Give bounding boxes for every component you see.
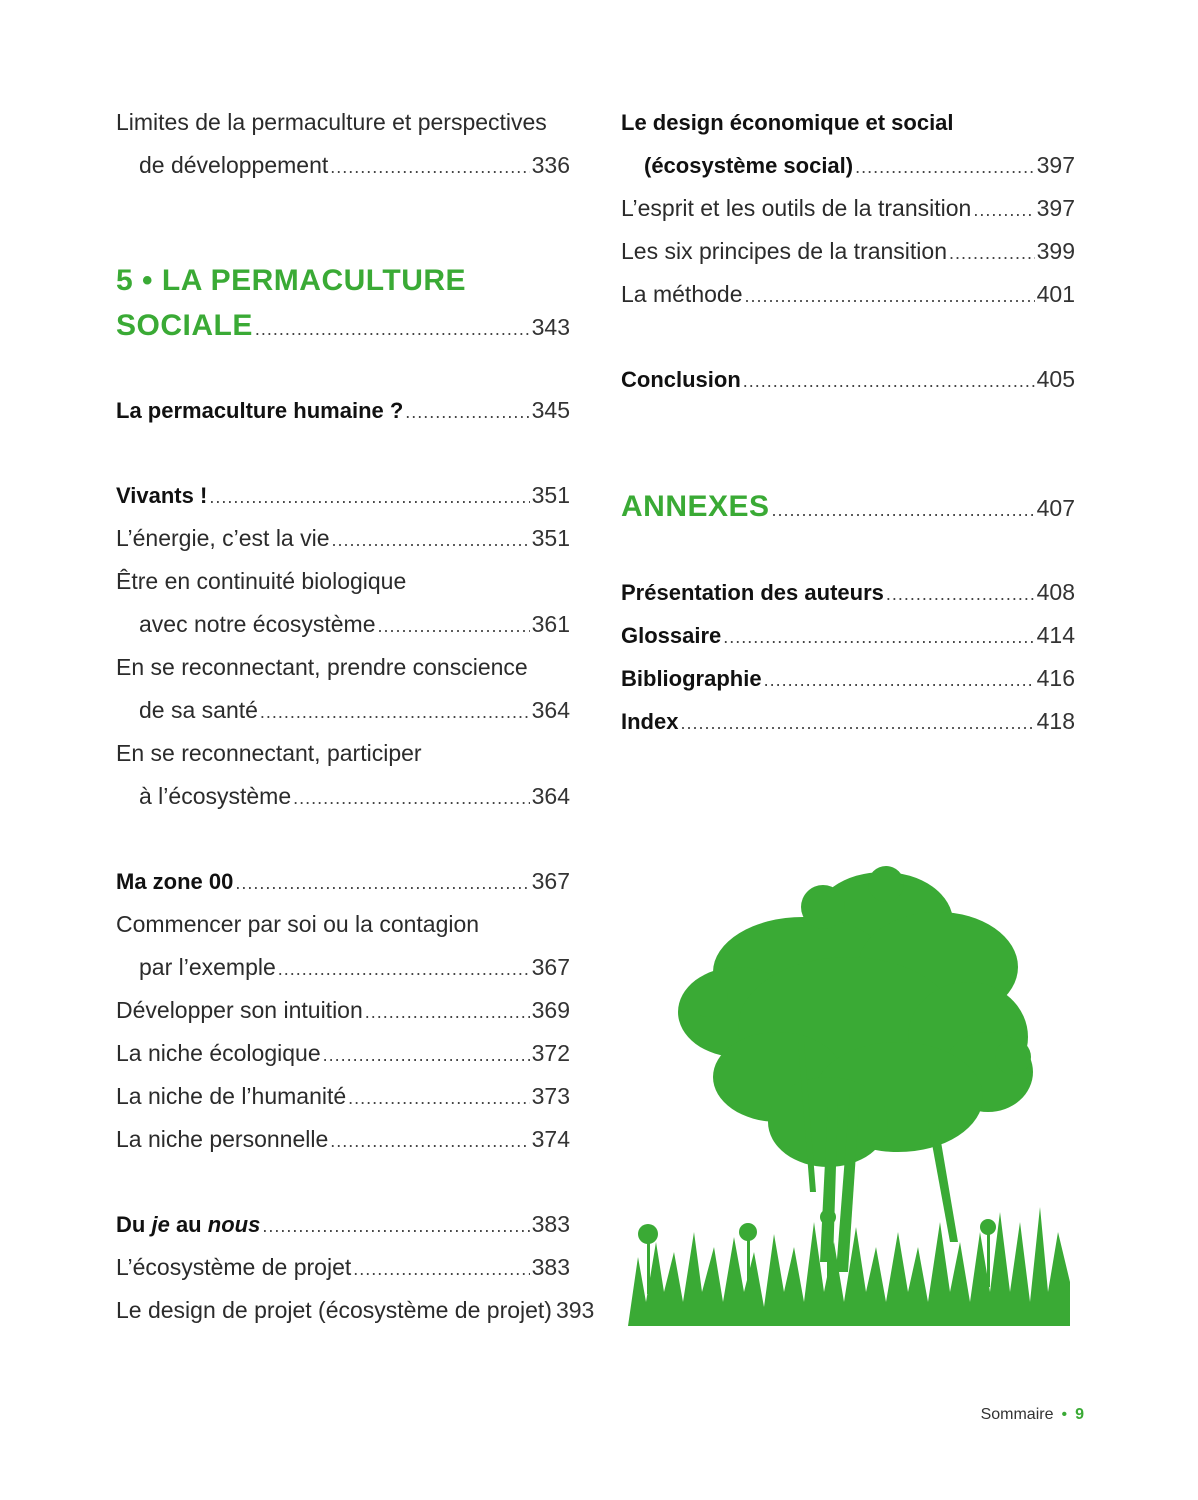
dot-leader (323, 1032, 530, 1075)
page-number: 405 (1036, 366, 1075, 392)
dot-leader (348, 1075, 529, 1118)
dot-leader (378, 603, 530, 646)
toc-left-column (116, 101, 595, 1332)
dot-leader (278, 946, 530, 989)
section-heading: Le design économique et social (621, 110, 954, 135)
section-heading: Ma zone 00 ..... 367 (116, 860, 570, 903)
dot-leader (255, 304, 530, 350)
page-number: 361 (531, 611, 570, 637)
annexes-heading: ANNEXES (621, 490, 770, 523)
toc-entry: En se reconnectant, prendre conscience (116, 654, 528, 680)
tree-illustration (628, 862, 1070, 1326)
section-heading: Glossaire ..... 414 (621, 614, 1075, 657)
footer-label: Sommaire (980, 1406, 1054, 1423)
toc-entry: La niche écologique ..... 372 (116, 1032, 570, 1075)
dot-leader (405, 389, 529, 432)
dot-leader (262, 1203, 529, 1246)
toc-entry: L’énergie, c’est la vie ..... 351 (116, 517, 570, 560)
footer-separator: • (1061, 1406, 1068, 1423)
page-number: 416 (1036, 665, 1075, 691)
dot-leader (209, 474, 529, 517)
page-number: 369 (531, 997, 570, 1023)
toc-entry: La niche de l’humanité ..... 373 (116, 1075, 570, 1118)
page-number: 399 (1036, 238, 1075, 264)
dot-leader (680, 700, 1034, 743)
page-number: 351 (531, 482, 570, 508)
page-number: 397 (1036, 195, 1075, 221)
page-number: 364 (531, 697, 570, 723)
page-number: 351 (531, 525, 570, 551)
page-number: 408 (1036, 579, 1075, 605)
section-heading: Du je au nous ..... 383 (116, 1203, 570, 1246)
dot-leader (330, 144, 529, 187)
chapter-heading: 5 • LA PERMACULTURE (116, 264, 467, 297)
dot-leader (353, 1246, 529, 1289)
page-number: 383 (531, 1211, 570, 1237)
page-number: 367 (531, 954, 570, 980)
page-number: 397 (1036, 152, 1075, 178)
dot-leader (365, 989, 530, 1032)
page-number: 367 (531, 868, 570, 894)
toc-entry: par l’exemple ..... 367 (116, 946, 570, 989)
page-number: 383 (531, 1254, 570, 1280)
page-number: 393 (555, 1297, 595, 1323)
toc-entry: L’écosystème de projet ..... 383 (116, 1246, 570, 1289)
toc-entry-title: de développement (139, 152, 329, 178)
page-number: 418 (1036, 708, 1075, 734)
section-heading: Présentation des auteurs ..... 408 (621, 571, 1075, 614)
section-heading: Conclusion ..... 405 (621, 358, 1075, 401)
toc-entry: à l’écosystème ..... 364 (116, 775, 570, 818)
toc-entry: La niche personnelle ..... 374 (116, 1118, 570, 1161)
page-number: 373 (531, 1083, 570, 1109)
footer-page-number: 9 (1075, 1406, 1084, 1423)
page-number: 374 (531, 1126, 570, 1152)
toc-entry: Être en continuité biologique (116, 568, 407, 594)
page-footer (981, 1406, 1084, 1424)
dot-leader (886, 571, 1035, 614)
dot-leader (743, 358, 1035, 401)
toc-entry-title: Limites de la permaculture et perspectives (116, 109, 547, 135)
dot-leader (332, 517, 530, 560)
page-number: 372 (531, 1040, 570, 1066)
dot-leader (764, 657, 1035, 700)
chapter-heading-row (621, 485, 1075, 529)
page-number: 345 (531, 397, 570, 423)
toc-entry: Commencer par soi ou la contagion (116, 911, 480, 937)
chapter-heading-row (116, 303, 570, 349)
page-number: 336 (531, 152, 570, 178)
toc-entry (116, 101, 570, 144)
dot-leader (744, 273, 1034, 316)
section-heading: Vivants ! ..... 351 (116, 474, 570, 517)
section-heading: Bibliographie ..... 416 (621, 657, 1075, 700)
dot-leader (723, 614, 1034, 657)
section-heading: (écosystème social) ..... 397 (621, 144, 1075, 187)
dot-leader (772, 486, 1035, 530)
chapter-heading-line2: SOCIALE (116, 309, 253, 342)
toc-entry: Le design de projet (écosystème de projet) 393 (116, 1289, 570, 1332)
toc-entry (116, 144, 570, 187)
dot-leader (855, 144, 1035, 187)
dot-leader (973, 187, 1034, 230)
toc-entry: avec notre écosystème ..... 361 (116, 603, 570, 646)
toc-entry: L’esprit et les outils de la transition ..... 397 (621, 187, 1075, 230)
page-number: 401 (1036, 281, 1075, 307)
dot-leader (330, 1118, 529, 1161)
toc-entry: de sa santé ..... 364 (116, 689, 570, 732)
dot-leader (949, 230, 1035, 273)
page-number: 414 (1036, 622, 1075, 648)
toc-entry: Développer son intuition ..... 369 (116, 989, 570, 1032)
dot-leader (260, 689, 530, 732)
dot-leader (235, 860, 529, 903)
section-heading: Index ..... 418 (621, 700, 1075, 743)
page-number: 407 (1036, 495, 1075, 521)
toc-right-column (621, 101, 1075, 743)
toc-entry: Les six principes de la transition ..... 399 (621, 230, 1075, 273)
toc-entry: La méthode ..... 401 (621, 273, 1075, 316)
section-heading: La permaculture humaine ? ..... 345 (116, 389, 570, 432)
toc-entry: En se reconnectant, participer (116, 740, 422, 766)
dot-leader (293, 775, 530, 818)
page-number: 343 (531, 314, 570, 340)
page-number: 364 (531, 783, 570, 809)
